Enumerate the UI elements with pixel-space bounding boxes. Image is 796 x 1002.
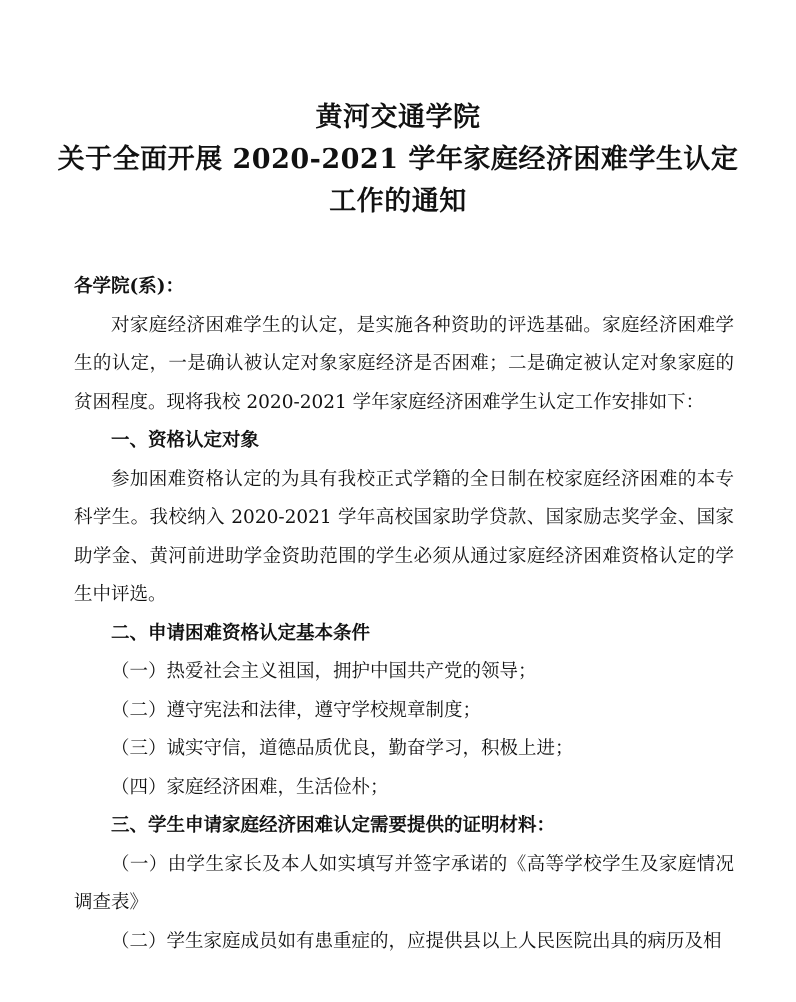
- title-line-3: 工作的通知: [329, 186, 467, 217]
- document-title: [0, 97, 796, 223]
- title-line-1: 黄河交通学院: [315, 102, 481, 133]
- section-1-paragraph: 参加困难资格认定的为具有我校正式学籍的全日制在校家庭经济困难的本专科学生。我校纳入 2020-2021 学年高校国家助学贷款、国家励志奖学金、国家助学金、黄河前进助学金资助范围的学生必须从通过家庭经济困难资格认定的学生中评选。: [74, 468, 734, 605]
- section-2-heading: 二、申请困难资格认定基本条件: [111, 622, 371, 644]
- section-2-item-4: （四）家庭经济困难，生活俭朴；: [111, 776, 389, 798]
- title-line-2: 关于全面开展 2020-2021 学年家庭经济困难学生认定: [57, 144, 739, 175]
- section-2-item-3: （三）诚实守信，道德品质优良，勤奋学习，积极上进；: [111, 738, 574, 759]
- section-3-item-2: （二）学生家庭成员如有患重症的，应提供县以上人民医院出具的病历及相: [111, 930, 722, 952]
- intro-paragraph: 对家庭经济困难学生的认定，是实施各种资助的评选基础。家庭经济困难学生的认定，一是确认被认定对象家庭经济是否困难；二是确定被认定对象家庭的贫困程度。现将我校 2020-2021 学年家庭经济困难学生认定工作安排如下：: [74, 314, 734, 413]
- document-body: [74, 268, 734, 961]
- section-3-item-1: （一）由学生家长及本人如实填写并签字承诺的《高等学校学生及家庭情况调查表》: [74, 853, 734, 913]
- section-1-heading: 一、资格认定对象: [111, 430, 260, 451]
- section-2-item-1: （一）热爱社会主义祖国，拥护中国共产党的领导；: [111, 661, 537, 682]
- section-2-item-2: （二）遵守宪法和法律，遵守学校规章制度；: [111, 699, 482, 721]
- section-3-heading: 三、学生申请家庭经济困难认定需要提供的证明材料：: [111, 815, 556, 836]
- salutation: 各学院(系)：: [74, 276, 185, 297]
